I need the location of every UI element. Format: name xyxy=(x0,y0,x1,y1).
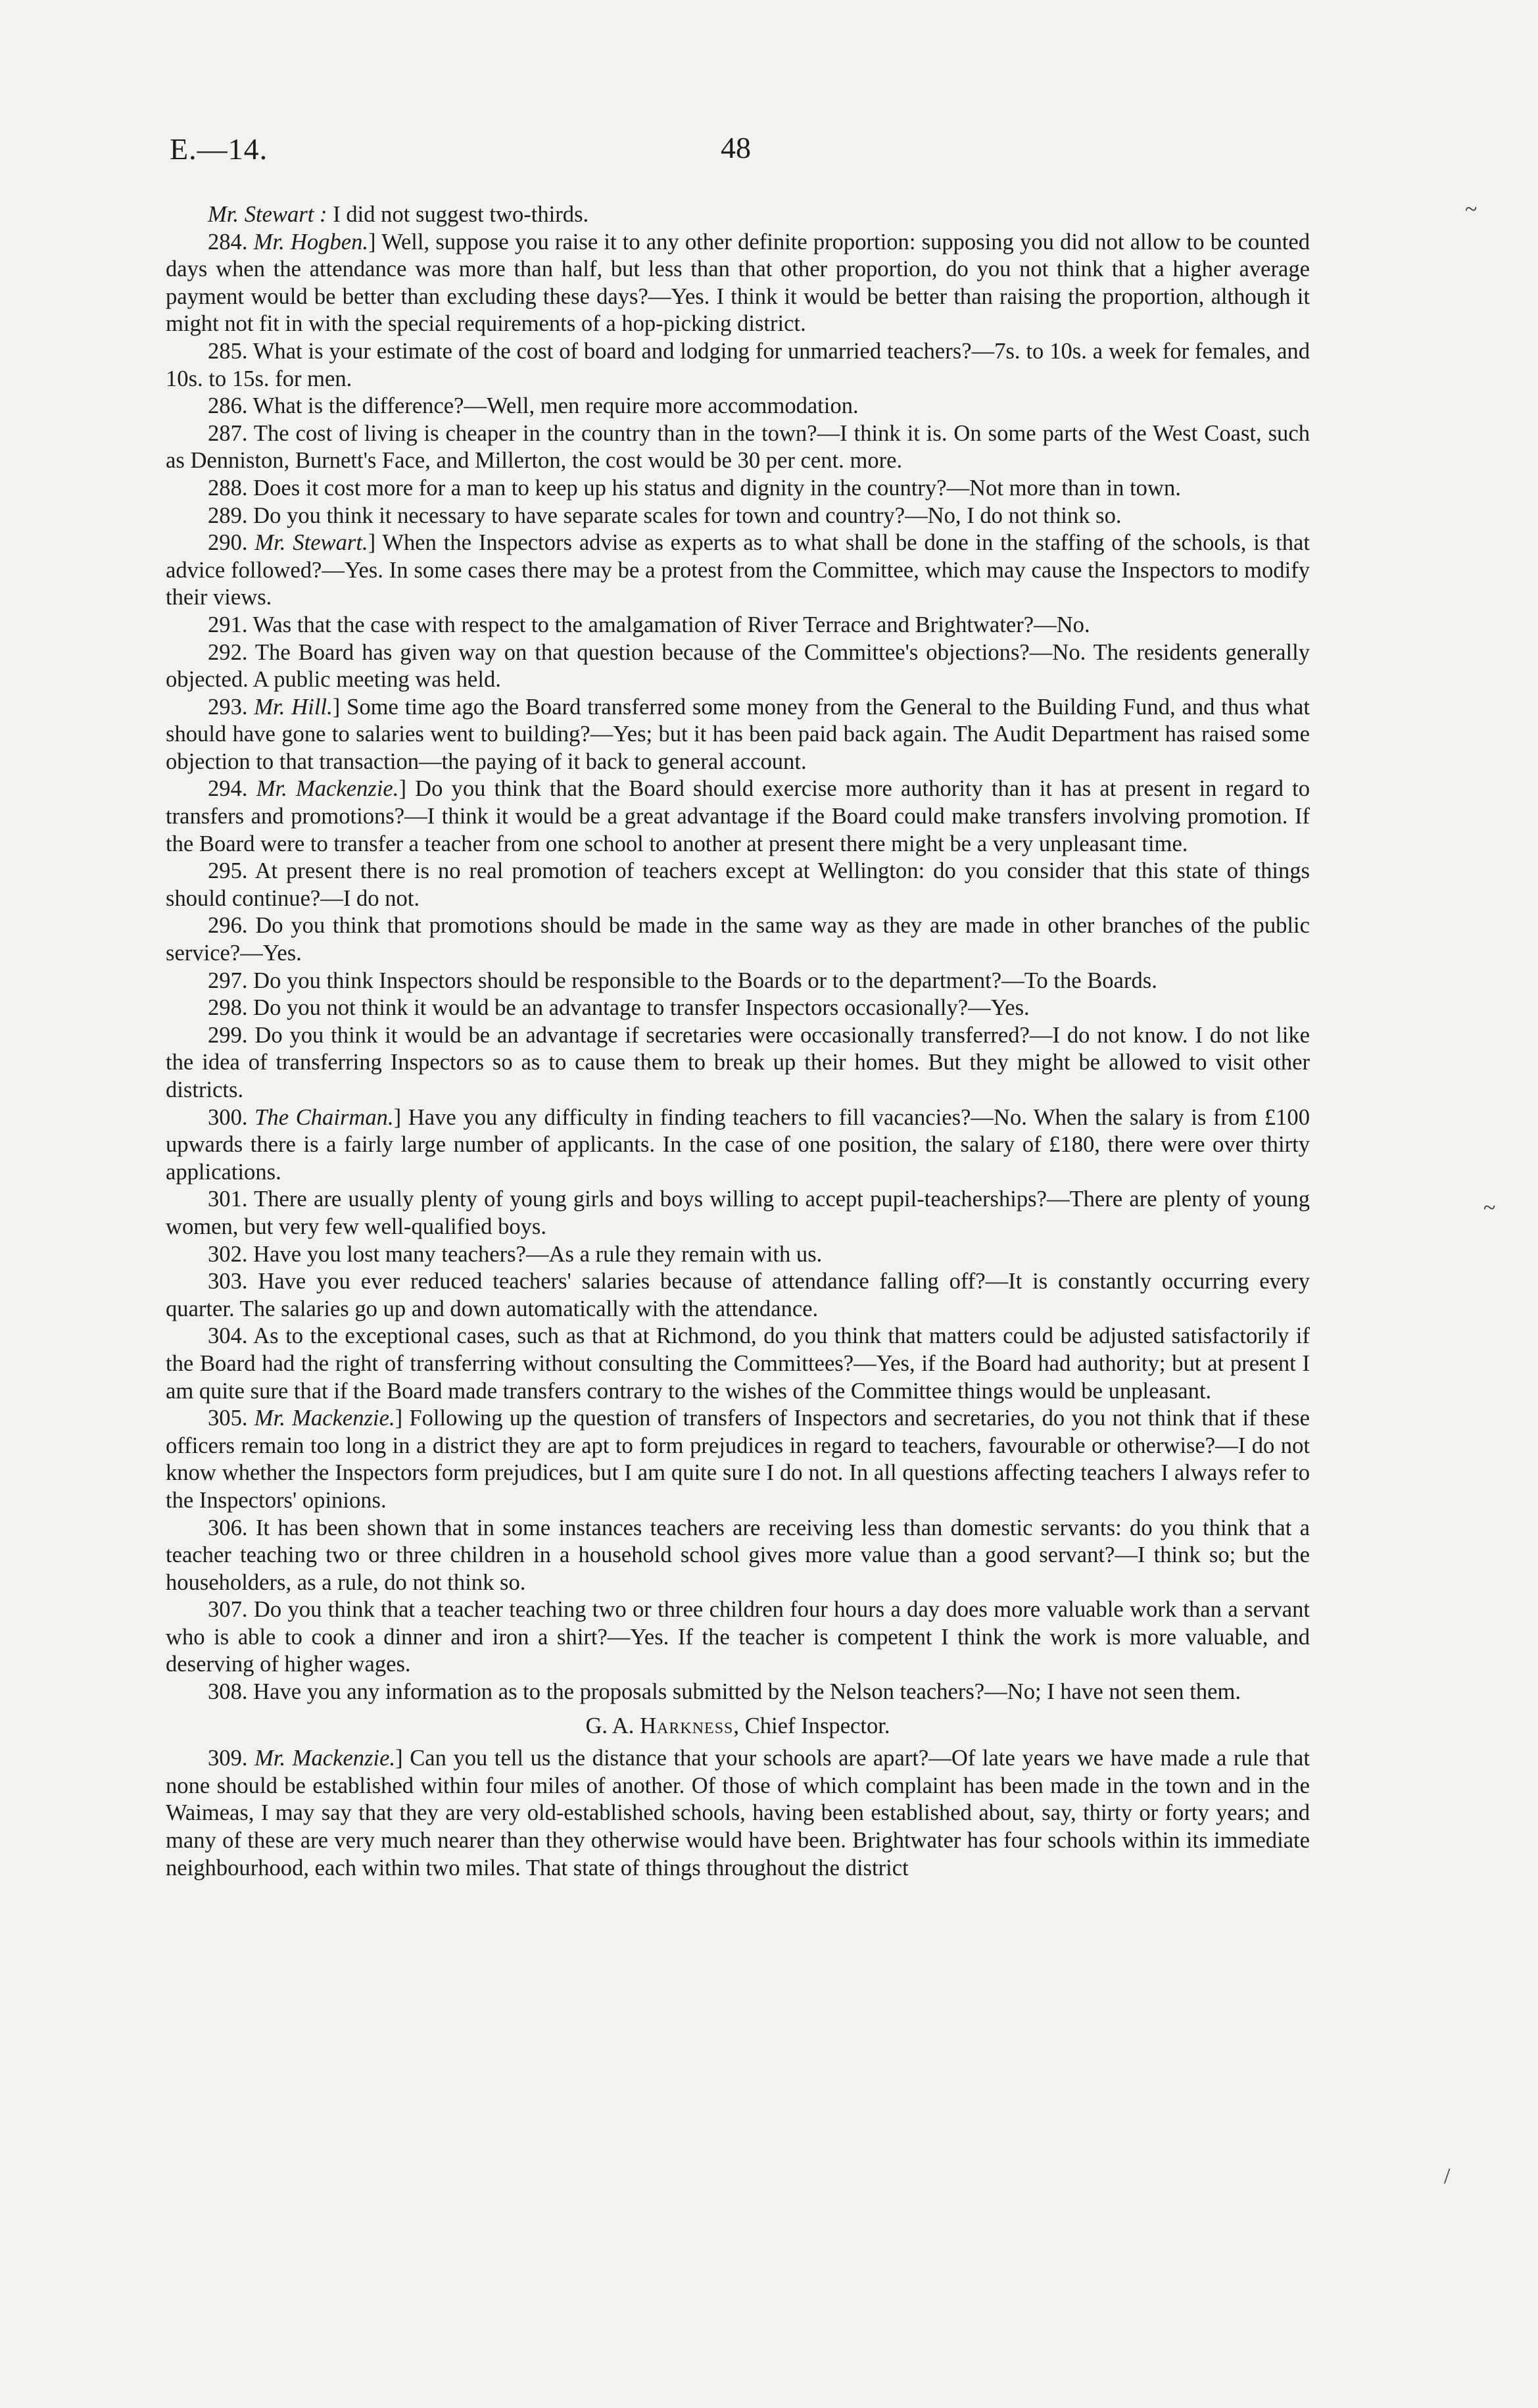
question-number: 309. xyxy=(208,1746,248,1771)
paragraph xyxy=(166,639,1310,694)
paragraph xyxy=(166,1596,1310,1679)
paragraph-text: The Board has given way on that question because of the Committee's objections?—No. The residents generally objected. A public meeting was held. xyxy=(166,639,1310,693)
question-number: 297. xyxy=(208,968,248,993)
question-number: 291. xyxy=(208,612,248,637)
speaker: Mr. Stewart : xyxy=(208,202,327,227)
question-number: 296. xyxy=(208,913,248,939)
question-number: 299. xyxy=(208,1022,248,1048)
witness-surname: Harkness xyxy=(640,1713,734,1738)
paragraph-text: ] Well, suppose you raise it to any other definite proportion: supposing you did not allow to be counted days when the attendance was more than half, but less than that other proportion, do you not think that a higher average payment would be better than excluding these days?—Yes. I think it would be better than raising the proportion, although it might not fit in with the special requirements of a hop-picking district. xyxy=(166,229,1310,337)
question-number: 293. xyxy=(208,694,248,720)
paragraph-text: Was that the case with respect to the amalgamation of River Terrace and Brightwater?—No. xyxy=(247,612,1090,637)
paragraph xyxy=(166,1515,1310,1597)
paragraph-text: What is the difference?—Well, men require more accommodation. xyxy=(247,393,859,419)
speaker: Mr. Mackenzie. xyxy=(256,776,399,802)
paragraph-text: It has been shown that in some instances teachers are receiving less than domestic servants: do you think that a teacher teaching two or three children in a household school gives more value than a good servant?—I think so; but the householders, as a rule, do not think so. xyxy=(166,1515,1310,1595)
paragraph-text: ] Have you any difficulty in finding teachers to fill vacancies?—No. When the salary is from £100 upwards there is a fairly large number of applicants. In the case of one position, the salary of £180, there were over thirty applications. xyxy=(166,1104,1310,1185)
paragraph-text: ] When the Inspectors advise as experts as to what shall be done in the staffing of the schools, is that advice followed?—Yes. In some cases there may be a protest from the Committee, which may cause the Inspectors to modify their views. xyxy=(166,530,1310,610)
paragraph xyxy=(166,912,1310,967)
speaker: Mr. Mackenzie. xyxy=(254,1406,395,1431)
paragraph xyxy=(166,968,1310,995)
paragraph xyxy=(166,995,1310,1022)
question-number: 286. xyxy=(208,393,248,419)
paragraph xyxy=(166,612,1310,639)
paragraph-text: ] Following up the question of transfers of Inspectors and secretaries, do you not think that if these officers remain too long in a district they are apt to form prejudices in regard to teachers, favourable or otherwise?—I do not know whether the Inspectors form prejudices, but I am quite sure I do not. In all questions affecting teachers I always refer to the Inspectors' opinions. xyxy=(166,1406,1310,1513)
paragraph-text: Have you any information as to the proposals submitted by the Nelson teachers?—No; I have not seen them. xyxy=(247,1679,1241,1705)
question-number: 305. xyxy=(208,1406,248,1431)
paragraph xyxy=(166,393,1310,420)
document-reference: E.—14. xyxy=(170,132,268,166)
paragraph-text: I did not suggest two-thirds. xyxy=(327,202,589,227)
paragraph xyxy=(166,475,1310,503)
paragraph-text: Do you think that promotions should be made in the same way as they are made in other branches of the public service?—Yes. xyxy=(166,913,1310,966)
paragraph xyxy=(166,1268,1310,1323)
paragraph-text: ] Do you think that the Board should exercise more authority than it has at present in regard to transfers and promotions?—I think it would be a great advantage if the Board could make transfers involving promotion. If the Board were to transfer a teacher from one school to another at present there might be a very unpleasant time. xyxy=(166,776,1310,856)
paragraph-text: Do you think it would be an advantage if secretaries were occasionally transferred?—I do not know. I do not like the idea of transferring Inspectors so as to cause them to break up their homes. But they might be allowed to visit other districts. xyxy=(166,1022,1310,1102)
paragraph xyxy=(166,1745,1310,1882)
question-number: 284. xyxy=(208,229,248,255)
question-number: 301. xyxy=(208,1187,248,1212)
paragraph xyxy=(166,338,1310,393)
paragraph xyxy=(166,1241,1310,1269)
question-number: 304. xyxy=(208,1323,248,1349)
question-number: 294. xyxy=(208,776,248,802)
paragraph xyxy=(166,858,1310,912)
paragraph-text: ] Some time ago the Board transferred some money from the General to the Building Fund, and thus what should have gone to salaries went to building?—Yes; but it has been paid back again. The Audit Department has raised some objection to that transaction—the paying of it back to general account. xyxy=(166,694,1310,774)
speaker: Mr. Mackenzie. xyxy=(254,1746,396,1771)
paragraph xyxy=(166,229,1310,338)
page-number: 48 xyxy=(721,131,751,164)
paragraph xyxy=(166,1323,1310,1405)
document-body xyxy=(166,201,1310,1882)
question-number: 306. xyxy=(208,1515,248,1540)
paragraph xyxy=(166,1186,1310,1241)
question-number: 292. xyxy=(208,639,248,665)
paragraph-text: At present there is no real promotion of teachers except at Wellington: do you consider that this state of things should continue?—I do not. xyxy=(166,858,1310,911)
speaker: Mr. Stewart. xyxy=(254,530,368,556)
paragraph-text: As to the exceptional cases, such as that at Richmond, do you think that matters could be adjusted satisfactorily if the Board had the right of transferring without consulting the Committees?—Yes, if the Board had authority; but at present I am quite sure that if the Board made transfers contrary to the wishes of the Committee things would be unpleasant. xyxy=(166,1323,1310,1404)
paragraph-text: What is your estimate of the cost of board and lodging for unmarried teachers?—7s. to 10s. a week for females, and 10s. to 15s. for men. xyxy=(166,338,1310,391)
question-number: 302. xyxy=(208,1241,248,1267)
paragraph xyxy=(166,1022,1310,1104)
paragraph-text: The cost of living is cheaper in the country than in the town?—I think it is. On some parts of the West Coast, such as Denniston, Burnett's Face, and Millerton, the cost would be 30 per cent. more. xyxy=(166,420,1310,474)
paragraph xyxy=(166,529,1310,612)
paragraph xyxy=(166,201,1310,229)
paragraph xyxy=(166,1405,1310,1514)
speaker: The Chairman. xyxy=(254,1104,394,1130)
witness-heading xyxy=(166,1713,1310,1740)
witness-role: , Chief Inspector. xyxy=(733,1713,890,1738)
paragraph xyxy=(166,1104,1310,1187)
paragraph-text: Do you think Inspectors should be responsible to the Boards or to the department?—To the Boards. xyxy=(247,968,1157,993)
paragraph xyxy=(166,775,1310,858)
paragraph xyxy=(166,1679,1310,1706)
paragraph-text: Have you lost many teachers?—As a rule they remain with us. xyxy=(247,1241,823,1267)
paragraph-text: Do you think it necessary to have separate scales for town and country?—No, I do not think so. xyxy=(247,503,1122,528)
paragraph-text: Do you not think it would be an advantage to transfer Inspectors occasionally?—Yes. xyxy=(247,995,1030,1021)
paragraph-text: Does it cost more for a man to keep up his status and dignity in the country?—Not more than in town. xyxy=(247,475,1181,501)
question-number: 288. xyxy=(208,475,248,501)
question-number: 298. xyxy=(208,995,248,1021)
question-number: 308. xyxy=(208,1679,248,1705)
question-number: 285. xyxy=(208,338,248,364)
witness-initials: G. A. xyxy=(585,1713,640,1738)
question-number: 287. xyxy=(208,420,248,446)
question-number: 290. xyxy=(208,530,248,556)
margin-mark: ~ xyxy=(1465,197,1478,222)
speaker: Mr. Hill. xyxy=(254,694,333,720)
paragraph-text: Have you ever reduced teachers' salaries because of attendance falling off?—It is constantly occurring every quarter. The salaries go up and down automatically with the attendance. xyxy=(166,1269,1310,1321)
paragraph-text: There are usually plenty of young girls and boys willing to accept pupil-teacherships?—There are plenty of young women, but very few well-qualified boys. xyxy=(166,1187,1310,1239)
question-number: 295. xyxy=(208,858,248,884)
speaker: Mr. Hogben. xyxy=(253,229,369,255)
paragraph xyxy=(166,420,1310,475)
question-number: 300. xyxy=(208,1104,248,1130)
margin-mark: / xyxy=(1444,2164,1451,2188)
paragraph-text: Do you think that a teacher teaching two or three children four hours a day does more valuable work than a servant who is able to cook a dinner and iron a shirt?—Yes. If the teacher is competent I think the work is more valuable, and deserving of higher wages. xyxy=(166,1597,1310,1677)
question-number: 289. xyxy=(208,503,248,528)
paragraph-text: ] Can you tell us the distance that your schools are apart?—Of late years we have made a rule that none should be established within four miles of another. Of those of which complaint has been made in the town and in the Waimeas, I may say that they are very old-established schools, having been established about, say, thirty or forty years; and many of these are very much nearer than they otherwise would have been. Brightwater has four schools within its immediate neighbourhood, each within two miles. That state of things throughout the district xyxy=(166,1746,1310,1880)
question-number: 307. xyxy=(208,1597,248,1623)
paragraph xyxy=(166,694,1310,776)
paragraph xyxy=(166,503,1310,530)
margin-mark: ~ xyxy=(1483,1196,1496,1220)
question-number: 303. xyxy=(208,1269,248,1294)
